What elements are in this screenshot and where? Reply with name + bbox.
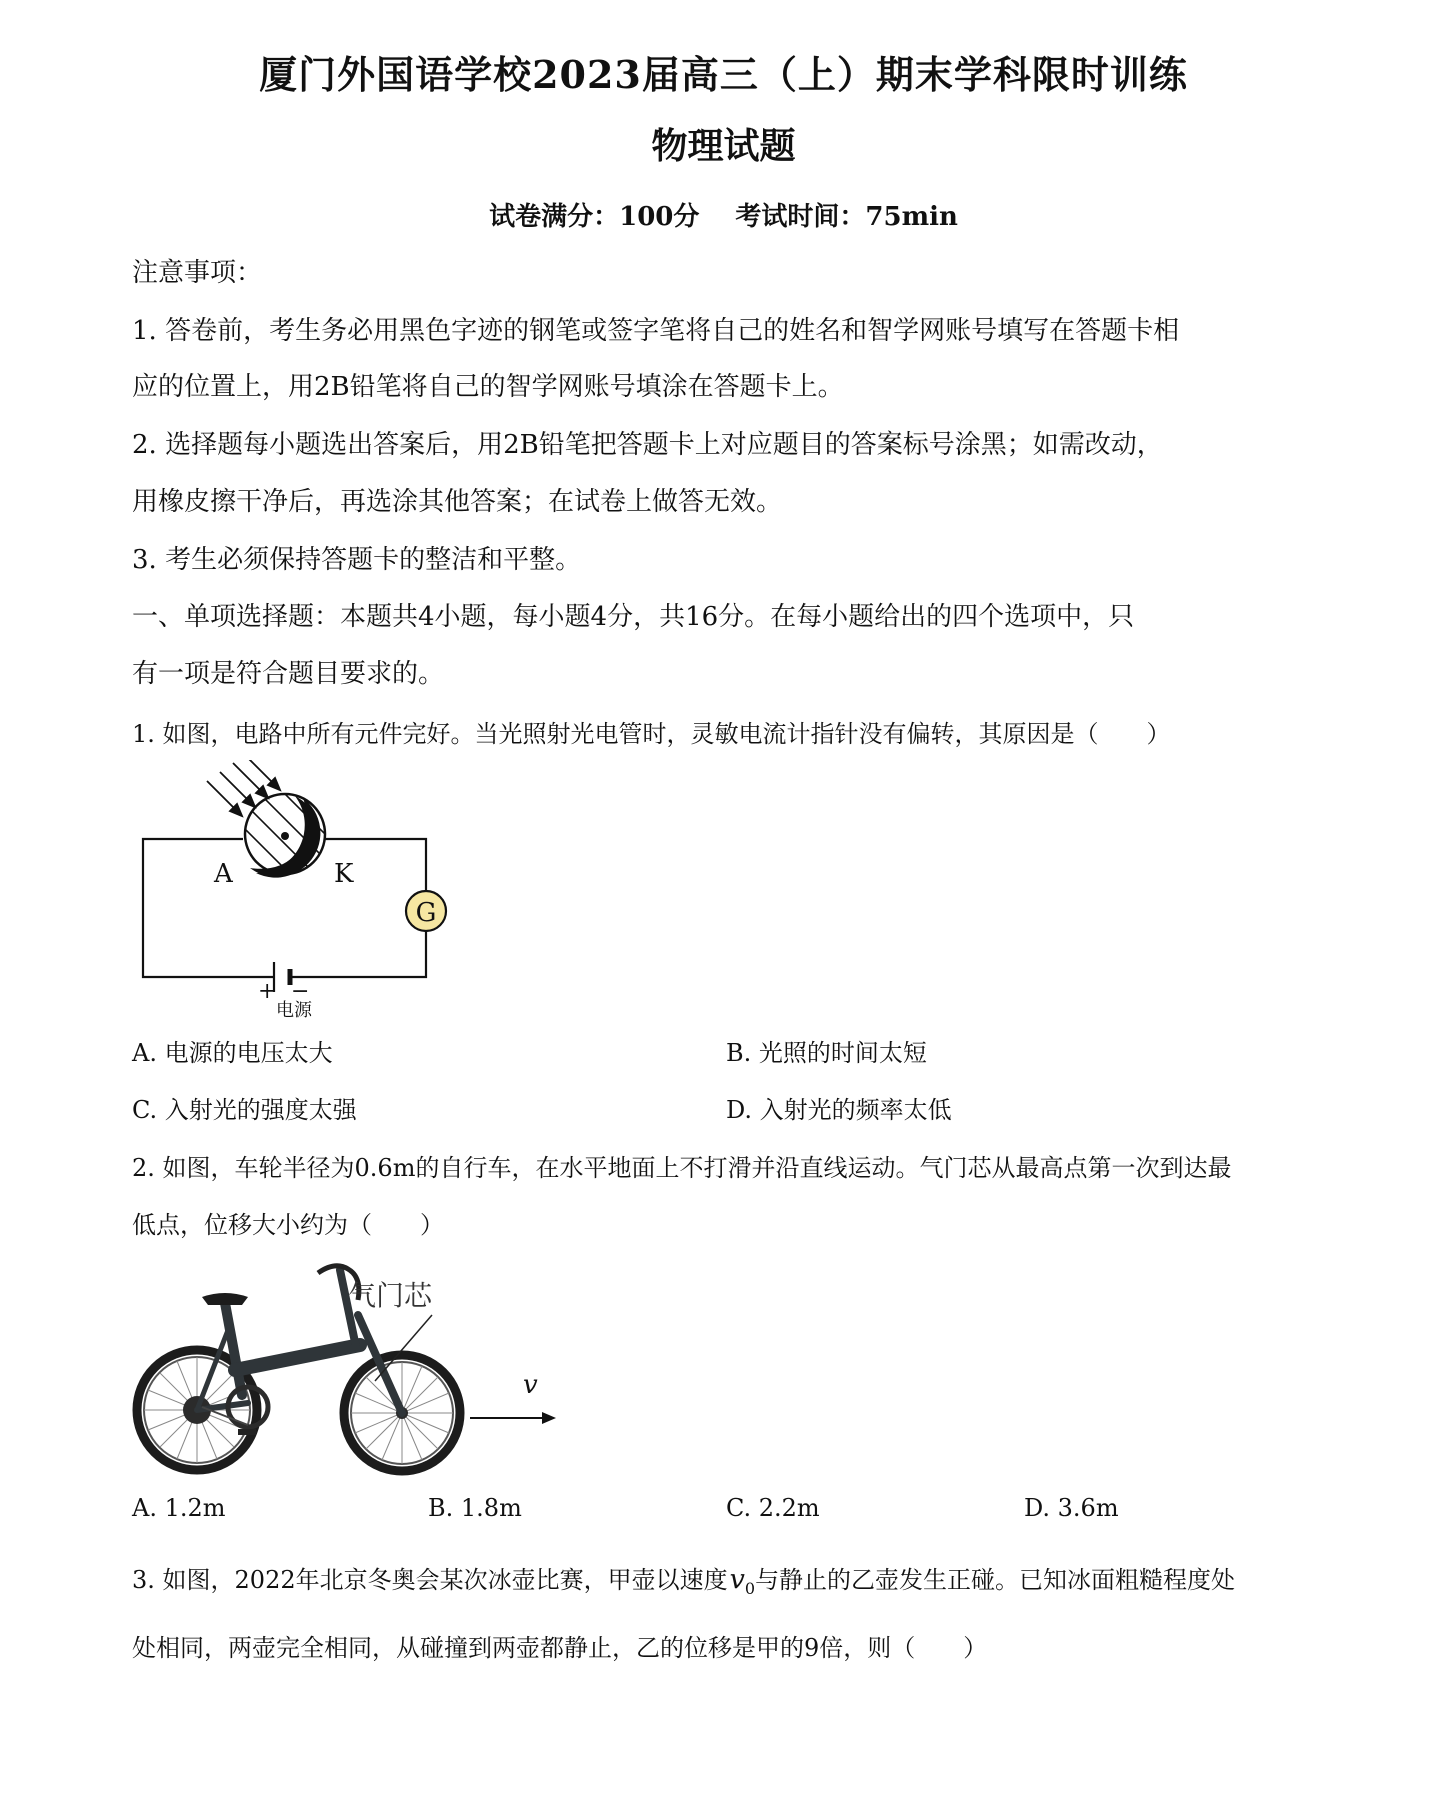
q1-option-b: B. 光照的时间太短 [726, 1039, 927, 1067]
note-1-line-1: 1. 答卷前，考生务必用黑色字迹的钢笔或签字笔将自己的姓名和智学网账号填写在答题卡相 [132, 316, 1180, 346]
q3-stem-part-b: 与静止的乙壶发生正碰。已知冰面粗糙程度处 [755, 1566, 1236, 1594]
q3-velocity-symbol: v [729, 1564, 745, 1595]
section-1-line-2: 有一项是符合题目要求的。 [132, 659, 445, 689]
note-2-line-1: 2. 选择题每小题选出答案后，用2B铅笔把答题卡上对应题目的答案标号涂黑；如需改动， [132, 430, 1163, 460]
anode-dot [281, 832, 289, 840]
q1-option-a: A. 电源的电压太大 [132, 1039, 333, 1067]
exam-meta [0, 196, 1447, 233]
power-source-label: 电源 [276, 1000, 312, 1021]
time-label: 考试时间：75min [735, 202, 958, 232]
exam-subtitle: 物理试题 [651, 125, 796, 167]
q1-stem: 1. 如图，电路中所有元件完好。当光照射光电管时，灵敏电流计指针没有偏转，其原因是（ ） [132, 720, 1171, 748]
velocity-label: v [523, 1370, 538, 1400]
bicycle-figure [130, 1255, 570, 1490]
incident-light-arrows [207, 760, 280, 816]
q1-option-d: D. 入射光的频率太低 [726, 1096, 952, 1124]
q3-velocity-subscript: 0 [744, 1578, 756, 1598]
score-label: 试卷满分：100分 [489, 202, 700, 232]
battery-minus-label: − [291, 979, 310, 1004]
section-1-line-1: 一、单项选择题：本题共4小题，每小题4分，共16分。在每小题给出的四个选项中，只 [132, 602, 1135, 632]
galvanometer-label: G [415, 898, 437, 928]
note-3: 3. 考生必须保持答题卡的整洁和平整。 [132, 545, 582, 575]
q3-stem-line-2: 处相同，两壶完全相同，从碰撞到两壶都静止，乙的位移是甲的9倍，则（ ） [132, 1634, 988, 1662]
q2-option-a: A. 1.2m [132, 1494, 226, 1522]
cathode-label: K [334, 859, 354, 889]
q2-stem-line-1: 2. 如图，车轮半径为0.6m的自行车，在水平地面上不打滑并沿直线运动。气门芯从最高点第一次到达最 [132, 1154, 1232, 1182]
valve-core-label: 气门芯 [348, 1279, 433, 1312]
q2-option-d: D. 3.6m [1024, 1494, 1119, 1522]
anode-label: A [214, 859, 233, 889]
note-1-line-2: 应的位置上，用2B铅笔将自己的智学网账号填涂在答题卡上。 [132, 372, 844, 402]
battery-plus-label: + [258, 979, 277, 1004]
q1-option-c: C. 入射光的强度太强 [132, 1096, 357, 1124]
q2-option-c: C. 2.2m [726, 1494, 820, 1522]
q3-stem-part-a: 3. 如图，2022年北京冬奥会某次冰壶比赛，甲壶以速度 [132, 1566, 728, 1594]
q2-stem-line-2: 低点，位移大小约为（ ） [132, 1211, 444, 1239]
q3-stem-line-1 [132, 1560, 1235, 1598]
valve-core-pointer [375, 1315, 432, 1381]
bicycle-seat [202, 1293, 248, 1305]
photocell-circuit-diagram [130, 760, 460, 1025]
circuit-wire-right [290, 931, 426, 977]
notes-heading: 注意事项： [132, 258, 263, 288]
exam-title: 厦门外国语学校2023届高三（上）期末学科限时训练 [259, 52, 1188, 97]
note-2-line-2: 用橡皮擦干净后，再选涂其他答案；在试卷上做答无效。 [132, 487, 783, 517]
q2-option-b: B. 1.8m [428, 1494, 522, 1522]
